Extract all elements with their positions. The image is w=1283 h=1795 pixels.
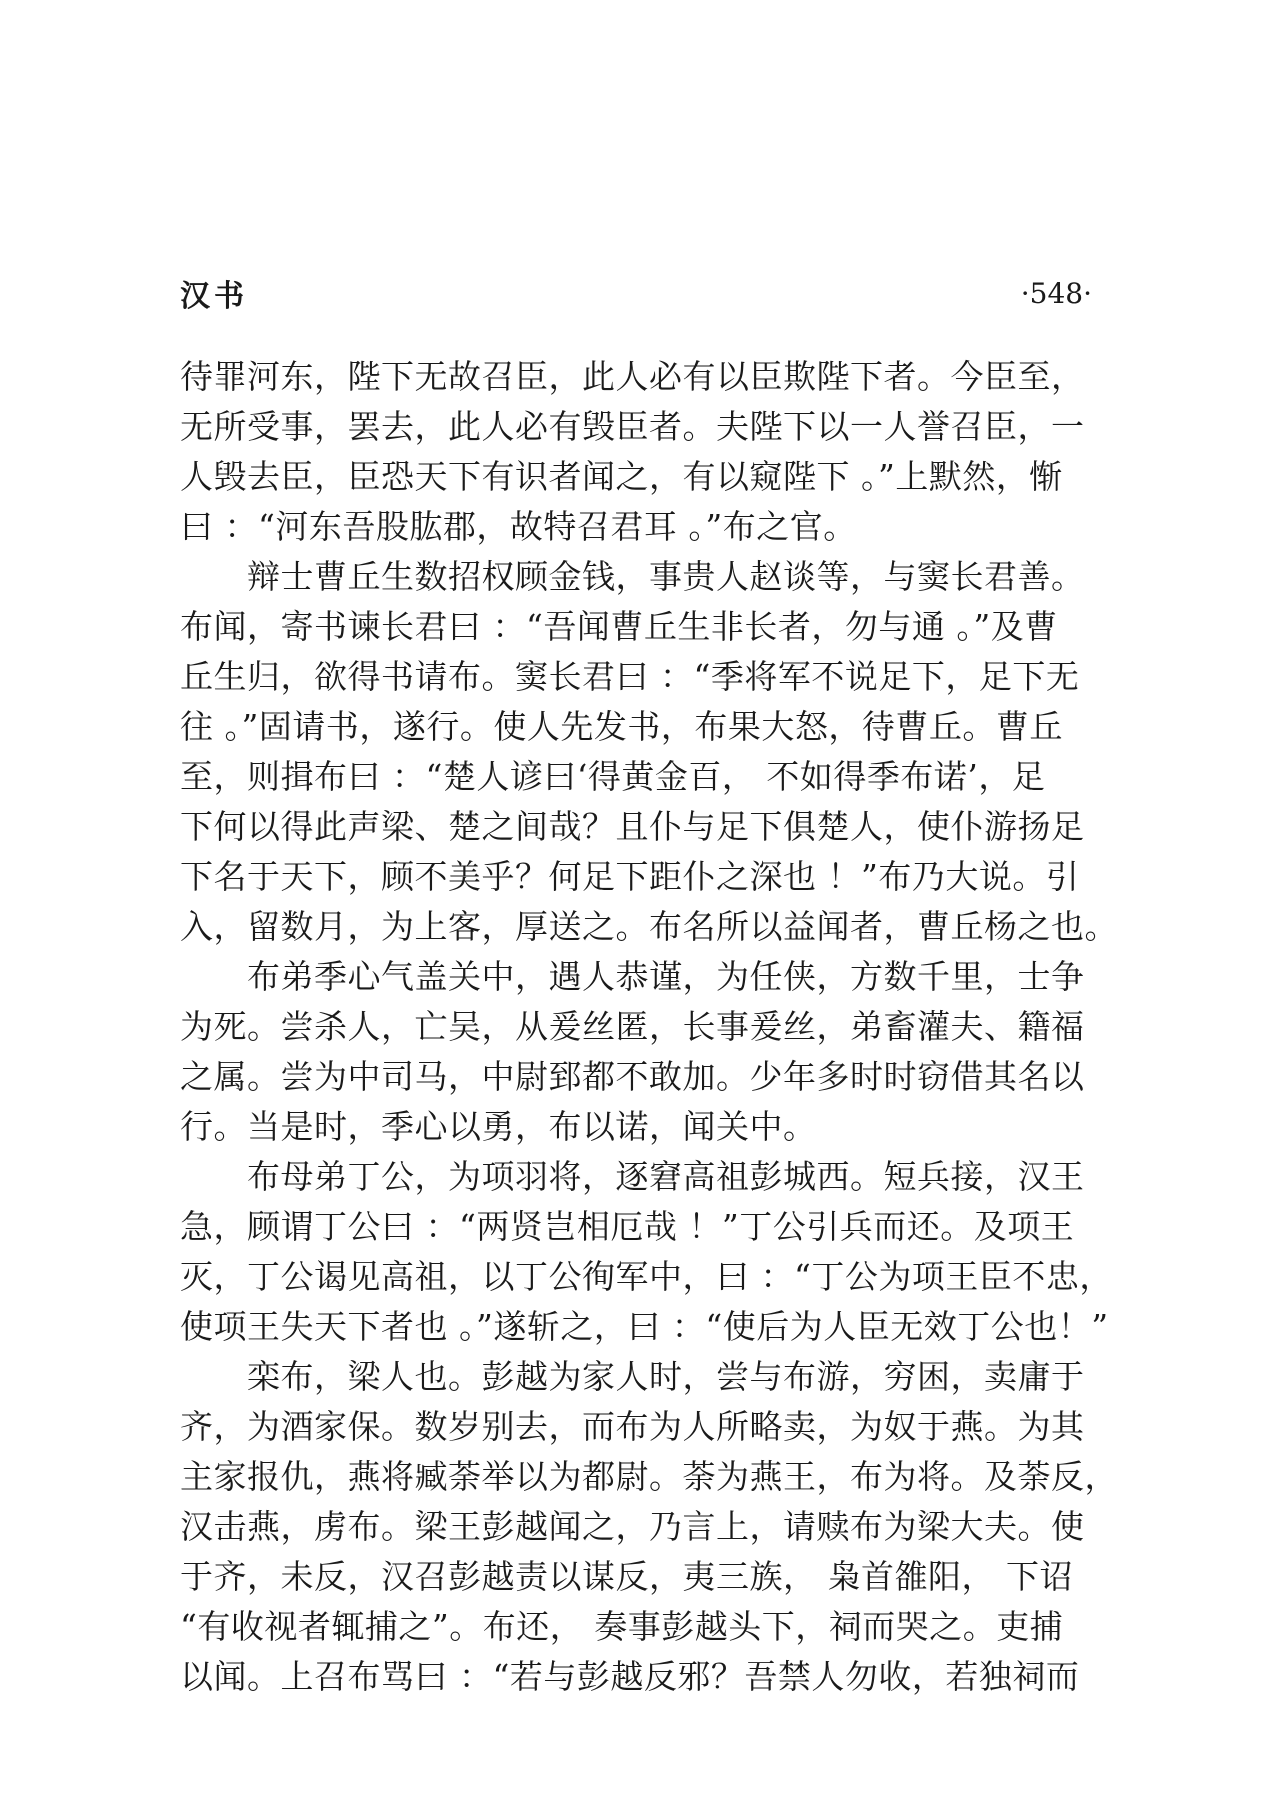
- text-line: 急，顾谓丁公曰 ：“两贤岂相厄哉 ！”丁公引兵而还。及项王: [180, 1207, 1075, 1246]
- text-line: 曰 ：“河东吾股肱郡，故特召君耳 。”布之官。: [180, 507, 857, 546]
- text-line: 入，留数月，为上客，厚送之。布名所以益闻者，曹丘杨之也。: [180, 907, 1118, 946]
- text-line: 下何以得此声梁、楚之间哉？且仆与足下俱楚人，使仆游扬足: [180, 807, 1085, 846]
- text-line: 以闻。上召布骂曰 ：“若与彭越反邪？吾禁人勿收，若独祠而: [180, 1657, 1080, 1696]
- running-header: [180, 268, 1092, 318]
- text-line: 于齐，未反，汉召彭越责以谋反，夷三族， 枭首雒阳， 下诏: [180, 1557, 1073, 1596]
- text-line: 无所受事，罢去，此人必有毁臣者。夫陛下以一人誉召臣，一: [180, 407, 1085, 446]
- text-line: 布闻，寄书谏长君曰 ：“吾闻曹丘生非长者，勿与通 。”及曹: [180, 607, 1058, 646]
- text-line: 布弟季心气盖关中，遇人恭谨，为任侠，方数千里，士争: [180, 957, 1085, 996]
- text-line: 使项王失天下者也 。”遂斩之，曰 ：“使后为人臣无效丁公也！”: [180, 1307, 1109, 1346]
- book-title: 汉书: [180, 279, 248, 314]
- body-text: [180, 352, 1118, 1702]
- text-line: 灭，丁公谒见高祖，以丁公徇军中，曰 ：“丁公为项王臣不忠，: [180, 1257, 1113, 1296]
- text-line: 辩士曹丘生数招权顾金钱，事贵人赵谈等，与窦长君善。: [180, 557, 1085, 596]
- text-line: 下名于天下，顾不美乎？何足下距仆之深也 ！”布乃大说。引: [180, 857, 1080, 896]
- text-line: “有收视者辄捕之”。布还， 奏事彭越头下，祠而哭之。吏捕: [180, 1607, 1064, 1646]
- text-line: 至，则揖布曰 ：“楚人谚曰‘得黄金百， 不如得季布诺’，足: [180, 757, 1046, 796]
- text-line: 汉击燕，虏布。梁王彭越闻之，乃言上，请赎布为梁大夫。使: [180, 1507, 1085, 1546]
- text-line: 为死。尝杀人，亡吴，从爰丝匿，长事爰丝，弟畜灌夫、籍福: [180, 1007, 1085, 1046]
- text-line: 人毁去臣，臣恐天下有识者闻之，有以窥陛下 。”上默然，惭: [180, 457, 1063, 496]
- text-line: 丘生归，欲得书请布。窦长君曰 ：“季将军不说足下，足下无: [180, 657, 1080, 696]
- text-line: 齐，为酒家保。数岁别去，而布为人所略卖，为奴于燕。为其: [180, 1407, 1085, 1446]
- text-line: 布母弟丁公，为项羽将，逐窘高祖彭城西。短兵接，汉王: [180, 1157, 1085, 1196]
- text-line: 之属。尝为中司马，中尉郅都不敢加。少年多时时窃借其名以: [180, 1057, 1085, 1096]
- text-line: 行。当是时，季心以勇，布以诺，闻关中。: [180, 1107, 817, 1146]
- text-line: 待罪河东，陛下无故召臣，此人必有以臣欺陛下者。今臣至，: [180, 357, 1085, 396]
- text-line: 主家报仇，燕将臧荼举以为都尉。荼为燕王，布为将。及荼反，: [180, 1457, 1118, 1496]
- text-line: 往 。”固请书，遂行。使人先发书，布果大怒，待曹丘。曹丘: [180, 707, 1063, 746]
- page-number: ·548·: [1020, 276, 1092, 310]
- text-line: 栾布，梁人也。彭越为家人时，尝与布游，穷困，卖庸于: [180, 1357, 1085, 1396]
